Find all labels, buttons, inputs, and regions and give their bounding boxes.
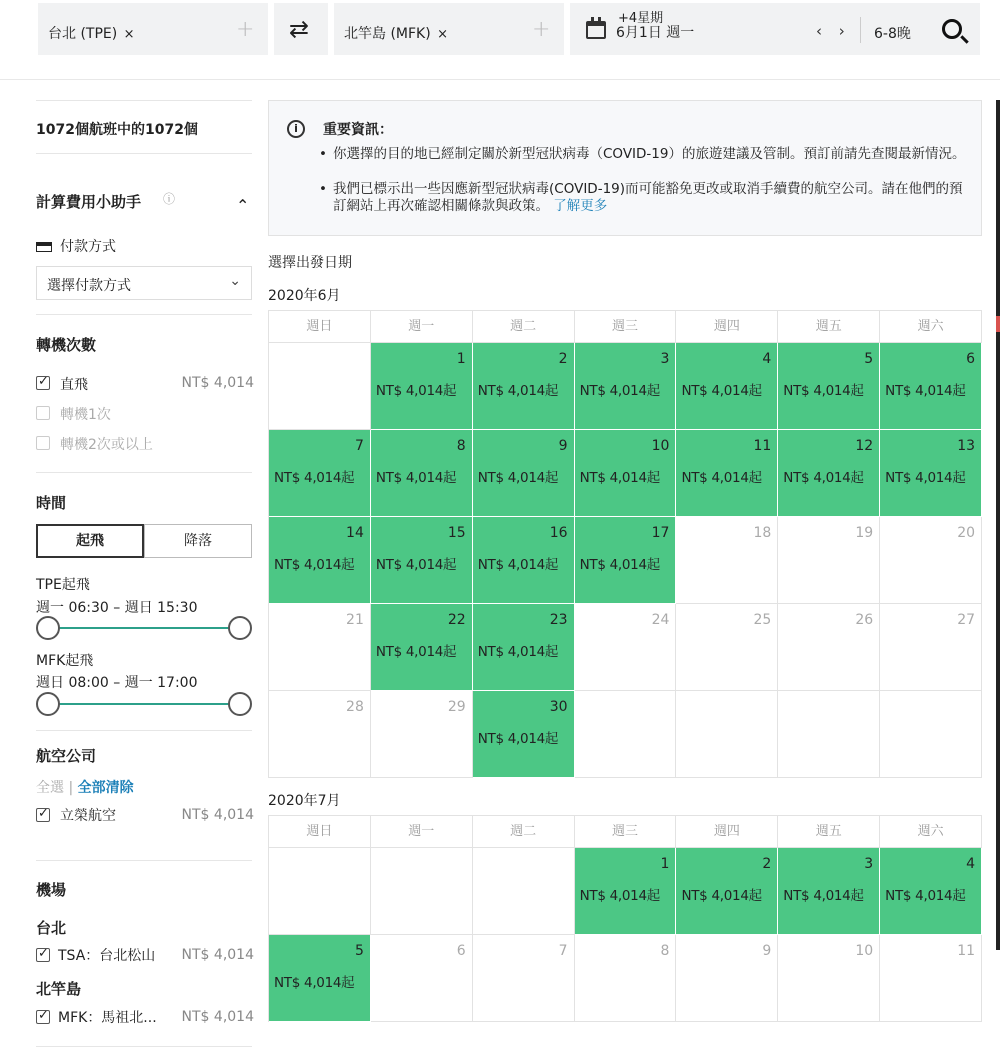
weekday-label: 週三 — [575, 311, 677, 343]
day-number: 6 — [966, 351, 976, 367]
weekday-label: 週四 — [676, 311, 778, 343]
day-number: 10 — [855, 943, 874, 959]
time-range[interactable]: 6-8晚 — [874, 26, 911, 42]
date-prev-next-arrows[interactable]: ‹ › — [816, 22, 851, 40]
day-price: NT$ 4,014起 — [477, 731, 559, 747]
day-price: NT$ 4,014起 — [783, 470, 864, 486]
calendar-day-6 — [371, 935, 473, 1022]
airline-label: 立榮航空 — [60, 808, 116, 824]
weekday-label: 週五 — [778, 816, 880, 848]
divider — [36, 314, 252, 315]
day-price: NT$ 4,014起 — [375, 557, 457, 573]
calendar-empty-cell — [473, 848, 575, 935]
calculator-title: 計算費用小助手 — [36, 193, 142, 211]
tab-departure[interactable]: 起飛 — [36, 524, 144, 558]
calendar-day-10[interactable] — [575, 430, 677, 517]
divider — [36, 860, 252, 861]
airport-tsa-price: NT$ 4,014 — [181, 947, 254, 963]
calendar-heading: 選擇出發日期 — [268, 255, 352, 271]
calendar-week-row — [269, 848, 982, 935]
weekday-label: 週一 — [371, 816, 473, 848]
mfk-departure-label: MFK起飛 — [36, 653, 94, 669]
calendar-day-22[interactable] — [371, 604, 473, 691]
tpe-departure-label: TPE起飛 — [36, 577, 90, 593]
calendar-empty-cell — [778, 691, 880, 778]
day-number: 27 — [957, 612, 976, 628]
calendar-day-21 — [269, 604, 371, 691]
day-number: 24 — [651, 612, 670, 628]
info-title: 重要資訊： — [323, 122, 393, 138]
day-number: 11 — [753, 438, 772, 454]
calendar-july — [268, 815, 982, 1022]
results-count: 1072個航班中的1072個 — [36, 122, 198, 138]
stops-one-label: 轉機1次 — [60, 407, 111, 423]
day-number: 7 — [558, 943, 568, 959]
day-price: NT$ 4,014起 — [375, 383, 457, 399]
weekday-label: 週三 — [575, 816, 677, 848]
day-number: 22 — [447, 612, 466, 628]
calendar-week-row — [269, 691, 982, 778]
weekday-label: 週四 — [676, 816, 778, 848]
calendar-day-5[interactable] — [269, 935, 371, 1022]
calendar-day-4[interactable] — [676, 343, 778, 430]
origin-field[interactable] — [38, 3, 268, 55]
day-number: 14 — [346, 525, 364, 541]
date-field[interactable] — [570, 3, 980, 55]
search-icon[interactable] — [942, 19, 962, 39]
calendar-empty-cell — [269, 343, 371, 430]
scrollbar-marker — [996, 316, 1000, 332]
weekday-label: 週日 — [269, 311, 371, 343]
calendar-empty-cell — [371, 848, 473, 935]
calendar-day-19 — [778, 517, 880, 604]
airlines-title: 航空公司 — [36, 747, 97, 765]
mfk-slider-min-handle[interactable] — [36, 692, 60, 716]
clear-destination-icon[interactable]: × — [437, 27, 449, 42]
clear-origin-icon[interactable]: × — [123, 27, 135, 42]
calendar-day-7[interactable] — [269, 430, 371, 517]
calendar-day-4[interactable] — [880, 848, 982, 935]
origin-value: 台北 (TPE) — [48, 26, 118, 42]
day-price: NT$ 4,014起 — [579, 383, 660, 399]
mfk-slider-max-handle[interactable] — [228, 692, 252, 716]
calendar-day-10 — [778, 935, 880, 1022]
day-price: NT$ 4,014起 — [579, 888, 660, 904]
calendar-day-29 — [371, 691, 473, 778]
calendar-week-row — [269, 517, 982, 604]
calendar-june — [268, 310, 982, 778]
weekday-header — [269, 311, 982, 343]
calendar-day-26 — [778, 604, 880, 691]
day-price: NT$ 4,014起 — [885, 470, 966, 486]
calendar-day-8 — [575, 935, 677, 1022]
day-number: 25 — [753, 612, 772, 628]
day-price: NT$ 4,014起 — [681, 470, 762, 486]
tab-arrival[interactable]: 降落 — [144, 524, 252, 558]
info-fee-waiver — [317, 181, 967, 215]
calendar-day-14[interactable] — [269, 517, 371, 604]
divider: | — [68, 780, 74, 796]
day-price: NT$ 4,014起 — [477, 383, 559, 399]
divider — [36, 100, 252, 101]
airport-tsa-label: TSA：台北松山 — [58, 948, 156, 964]
weekday-label: 週二 — [473, 311, 575, 343]
calendar-day-2[interactable] — [473, 343, 575, 430]
swap-button[interactable] — [274, 3, 328, 55]
day-number: 10 — [651, 438, 670, 454]
stops-one-checkbox[interactable] — [36, 406, 50, 420]
day-number: 4 — [966, 856, 976, 872]
chevron-down-icon: ⌄ — [229, 273, 241, 289]
collapse-icon[interactable]: ⌃ — [236, 196, 250, 215]
day-number: 20 — [957, 525, 976, 541]
destination-value: 北竿島 (MFK) — [344, 26, 431, 42]
stops-two-plus-checkbox[interactable] — [36, 436, 50, 450]
tpe-slider-max-handle[interactable] — [228, 616, 252, 640]
mfk-time-slider[interactable] — [48, 703, 238, 705]
payment-select-value: 選擇付款方式 — [47, 278, 131, 294]
day-price: NT$ 4,014起 — [783, 888, 864, 904]
day-number: 5 — [864, 351, 874, 367]
divider — [36, 730, 252, 731]
day-number: 23 — [549, 612, 568, 628]
calendar-day-18 — [676, 517, 778, 604]
month-title-july: 2020年7月 — [268, 793, 341, 809]
learn-more-link[interactable]: 了解更多 — [553, 198, 608, 214]
day-number: 7 — [354, 438, 364, 454]
divider — [36, 153, 252, 154]
weekday-label: 週一 — [371, 311, 473, 343]
day-price: NT$ 4,014起 — [885, 888, 966, 904]
day-number: 2 — [558, 351, 568, 367]
day-number: 29 — [447, 699, 466, 715]
calendar-day-9[interactable] — [473, 430, 575, 517]
day-price: NT$ 4,014起 — [681, 888, 762, 904]
calendar-day-2[interactable] — [676, 848, 778, 935]
swap-icon: ⇄ — [289, 15, 310, 43]
divider — [860, 17, 861, 43]
day-number: 19 — [855, 525, 874, 541]
airport-mfk-checkbox[interactable] — [36, 1010, 50, 1024]
airport-mfk-label: MFK：馬祖北... — [58, 1010, 157, 1026]
tpe-slider-min-handle[interactable] — [36, 616, 60, 640]
day-number: 21 — [346, 612, 364, 628]
day-number: 18 — [753, 525, 772, 541]
calendar-day-24 — [575, 604, 677, 691]
info-icon: i — [287, 120, 305, 138]
day-number: 17 — [651, 525, 670, 541]
tpe-departure-range: 週一 06:30 – 週日 15:30 — [36, 600, 198, 616]
calendar-week-row — [269, 343, 982, 430]
calendar-day-16[interactable] — [473, 517, 575, 604]
day-number: 8 — [456, 438, 466, 454]
calendar-day-28 — [269, 691, 371, 778]
day-price: NT$ 4,014起 — [375, 470, 457, 486]
day-number: 8 — [660, 943, 670, 959]
calendar-day-9 — [676, 935, 778, 1022]
airport-mfk-price: NT$ 4,014 — [181, 1009, 254, 1025]
day-price: NT$ 4,014起 — [274, 470, 355, 486]
add-origin-icon[interactable]: + — [236, 17, 255, 42]
calendar-day-27 — [880, 604, 982, 691]
weekday-label: 週六 — [880, 311, 982, 343]
calendar-day-3[interactable] — [778, 848, 880, 935]
calendar-day-23[interactable] — [473, 604, 575, 691]
calendar-day-1[interactable] — [371, 343, 473, 430]
destination-field[interactable] — [334, 3, 564, 55]
info-covid-advisory: • 你選擇的目的地已經制定關於新型冠狀病毒（COVID-19）的旅遊建議及管制。預訂前請先查閱最新情況。 — [317, 146, 967, 163]
stops-title: 轉機次數 — [36, 336, 97, 354]
calendar-day-5[interactable] — [778, 343, 880, 430]
calendar-day-11 — [880, 935, 982, 1022]
calendar-day-17[interactable] — [575, 517, 677, 604]
stops-direct-label: 直飛 — [60, 377, 88, 393]
calendar-icon — [586, 21, 606, 39]
day-number: 9 — [762, 943, 772, 959]
calendar-empty-cell — [676, 691, 778, 778]
credit-card-icon — [36, 242, 52, 252]
select-all-link[interactable]: 全選 — [36, 780, 64, 796]
day-number: 6 — [456, 943, 466, 959]
calendar-day-1[interactable] — [575, 848, 677, 935]
day-number: 12 — [855, 438, 874, 454]
day-price: NT$ 4,014起 — [477, 470, 559, 486]
mfk-departure-range: 週日 08:00 – 週一 17:00 — [36, 675, 198, 691]
day-price: NT$ 4,014起 — [681, 383, 762, 399]
airport-group-taipei: 台北 — [36, 919, 67, 937]
divider — [36, 472, 252, 473]
important-info-box — [268, 100, 982, 236]
calendar-day-7 — [473, 935, 575, 1022]
info-fee-waiver-text: 我們已標示出一些因應新型冠狀病毒(COVID-19)而可能豁免更改或取消手續費的航空公司。請在他們的預訂網站上再次確認相關條款與政策。 — [333, 181, 963, 214]
day-price: NT$ 4,014起 — [885, 383, 966, 399]
airport-group-beigan: 北竿島 — [36, 980, 82, 998]
day-price: NT$ 4,014起 — [274, 975, 355, 991]
payment-method-select[interactable] — [36, 266, 252, 300]
tpe-time-slider[interactable] — [48, 627, 238, 629]
weekday-label: 週日 — [269, 816, 371, 848]
day-number: 15 — [447, 525, 466, 541]
calendar-day-25 — [676, 604, 778, 691]
stops-direct-price: NT$ 4,014 — [181, 375, 254, 391]
day-number: 9 — [558, 438, 568, 454]
day-number: 16 — [549, 525, 568, 541]
airline-checkbox[interactable] — [36, 808, 50, 822]
day-price: NT$ 4,014起 — [477, 644, 559, 660]
scrollbar[interactable] — [996, 100, 1000, 950]
month-title-june: 2020年6月 — [268, 288, 341, 304]
day-number: 2 — [762, 856, 772, 872]
weekday-header — [269, 816, 982, 848]
calendar-empty-cell — [880, 691, 982, 778]
airline-price: NT$ 4,014 — [181, 807, 254, 823]
calendar-week-row — [269, 430, 982, 517]
day-number: 11 — [957, 943, 976, 959]
airports-title: 機場 — [36, 881, 67, 899]
weekday-label: 週六 — [880, 816, 982, 848]
day-price: NT$ 4,014起 — [477, 557, 559, 573]
day-number: 30 — [549, 699, 568, 715]
payment-label: 付款方式 — [60, 239, 116, 255]
time-title: 時間 — [36, 494, 67, 512]
day-number: 3 — [660, 351, 670, 367]
weekday-label: 週五 — [778, 311, 880, 343]
calendar-day-30[interactable] — [473, 691, 575, 778]
day-price: NT$ 4,014起 — [375, 644, 457, 660]
calendar-day-11[interactable] — [676, 430, 778, 517]
day-number: 4 — [762, 351, 772, 367]
stops-two-plus-label: 轉機2次或以上 — [60, 437, 153, 453]
day-number: 1 — [456, 351, 466, 367]
calendar-day-8[interactable] — [371, 430, 473, 517]
day-number: 28 — [346, 699, 364, 715]
airport-tsa-checkbox[interactable] — [36, 948, 50, 962]
weekday-label: 週二 — [473, 816, 575, 848]
info-icon[interactable]: ⓘ — [163, 192, 176, 206]
day-number: 5 — [354, 943, 364, 959]
calendar-day-3[interactable] — [575, 343, 677, 430]
day-price: NT$ 4,014起 — [579, 557, 660, 573]
day-number: 3 — [864, 856, 874, 872]
calendar-day-15[interactable] — [371, 517, 473, 604]
calendar-week-row — [269, 604, 982, 691]
day-number: 26 — [855, 612, 874, 628]
day-number: 13 — [957, 438, 976, 454]
calendar-empty-cell — [575, 691, 677, 778]
calendar-day-6[interactable] — [880, 343, 982, 430]
day-number: 1 — [660, 856, 670, 872]
calendar-day-20 — [880, 517, 982, 604]
day-price: NT$ 4,014起 — [783, 383, 864, 399]
day-price: NT$ 4,014起 — [579, 470, 660, 486]
stops-direct-checkbox[interactable] — [36, 376, 50, 390]
day-price: NT$ 4,014起 — [274, 557, 355, 573]
calendar-empty-cell — [269, 848, 371, 935]
clear-all-link[interactable]: 全部清除 — [77, 780, 134, 796]
add-destination-icon[interactable]: + — [532, 17, 551, 42]
date-value: 6月1日 週一 — [616, 25, 695, 41]
calendar-week-row — [269, 935, 982, 1022]
calendar-day-13[interactable] — [880, 430, 982, 517]
calendar-day-12[interactable] — [778, 430, 880, 517]
divider — [36, 1046, 252, 1047]
search-bar — [0, 0, 1000, 80]
date-flex: +4星期 — [618, 11, 664, 26]
